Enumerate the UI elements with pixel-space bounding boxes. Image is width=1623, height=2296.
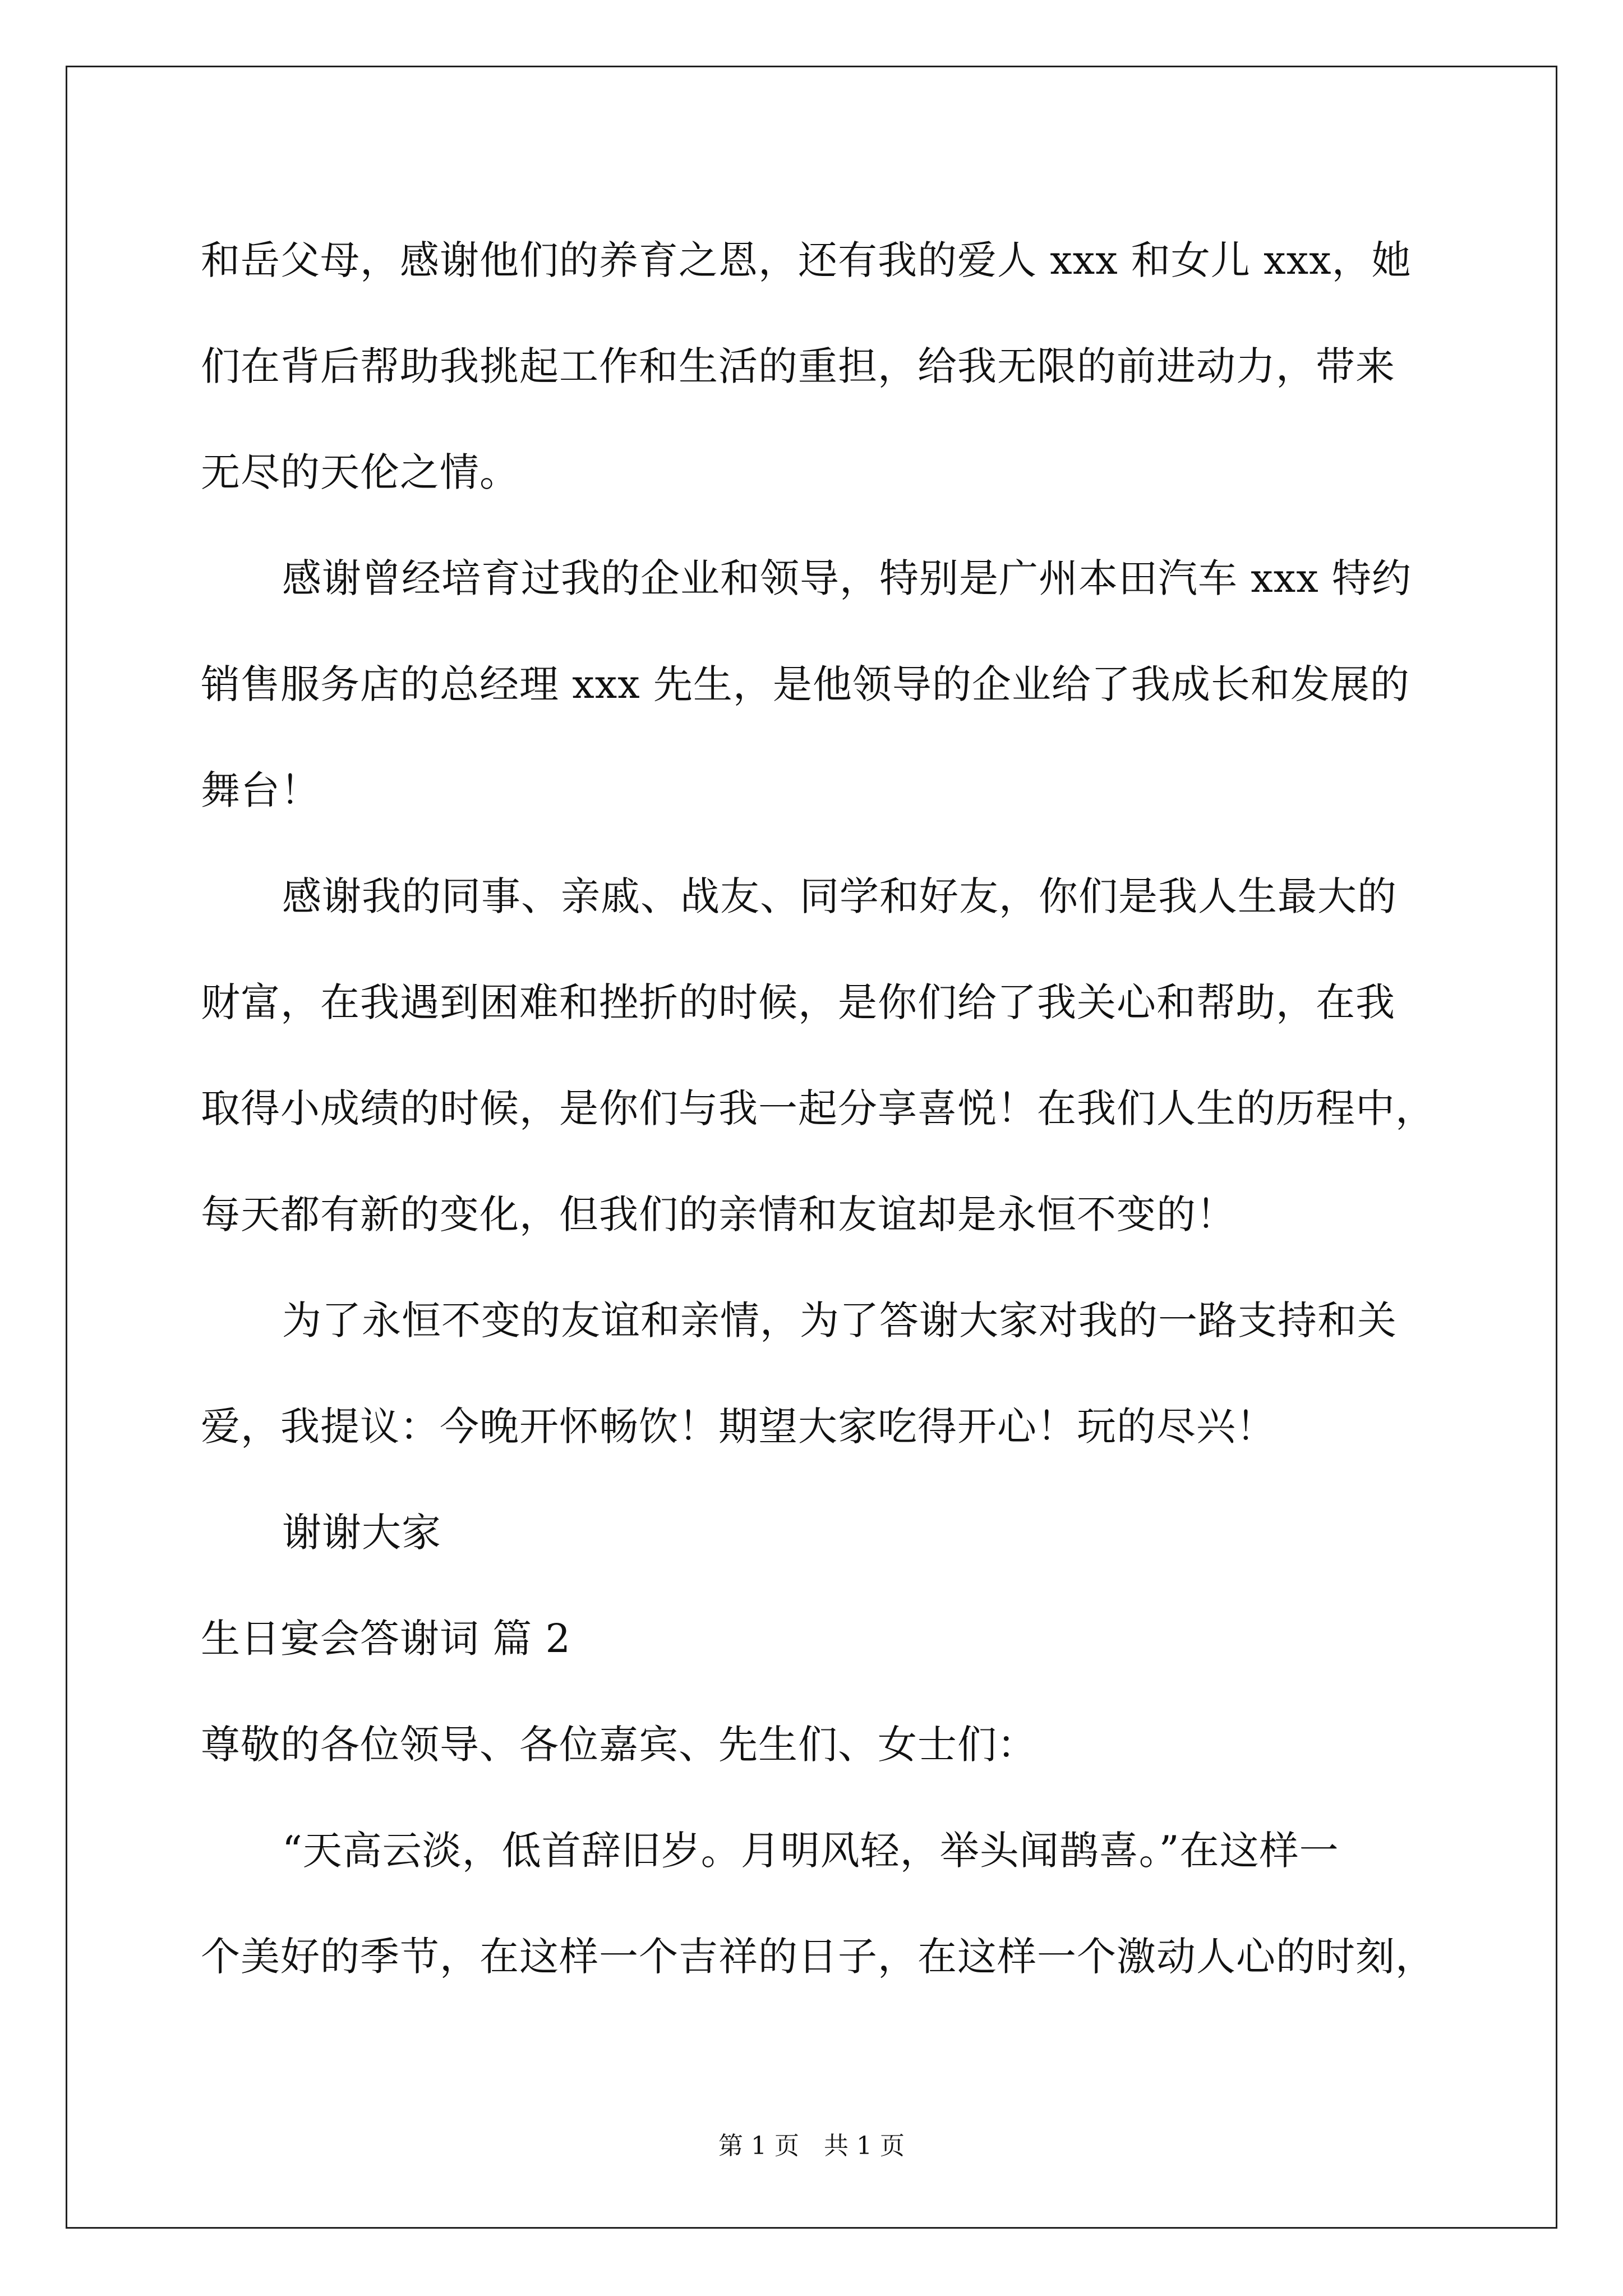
page-total: 共 1 页	[824, 2132, 905, 2160]
text-line: 销售服务店的总经理 xxx 先生，是他领导的企业给了我成长和发展的	[201, 661, 1410, 707]
text-line: 舞台！	[201, 767, 320, 813]
page-number: 第 1 页	[718, 2132, 799, 2160]
text-line: 和岳父母，感谢他们的养育之恩，还有我的爱人 xxx 和女儿 xxx，她	[201, 237, 1412, 283]
paragraph-start: 感谢我的同事、亲戚、战友、同学和好友，你们是我人生最大的	[282, 873, 1397, 919]
text-line: 财富，在我遇到困难和挫折的时候，是你们给了我关心和帮助，在我	[201, 979, 1395, 1025]
text-line: 爱，我提议：今晚开怀畅饮！期望大家吃得开心！玩的尽兴！	[201, 1404, 1276, 1450]
text-line: 无尽的天伦之情。	[201, 449, 519, 495]
paragraph-start: 感谢曾经培育过我的企业和领导，特别是广州本田汽车 xxx 特约	[282, 555, 1412, 601]
text-line: 们在背后帮助我挑起工作和生活的重担，给我无限的前进动力，带来	[201, 343, 1395, 389]
closing-thanks: 谢谢大家	[282, 1510, 441, 1556]
page-footer	[0, 2129, 1623, 2163]
paragraph-start: 为了永恒不变的友谊和亲情，为了答谢大家对我的一路支持和关	[282, 1297, 1397, 1343]
salutation: 尊敬的各位领导、各位嘉宾、先生们、女士们：	[201, 1722, 1037, 1768]
text-line: 每天都有新的变化，但我们的亲情和友谊却是永恒不变的！	[201, 1191, 1236, 1237]
text-line: 个美好的季节，在这样一个吉祥的日子，在这样一个激动人心的时刻，	[201, 1934, 1435, 1980]
text-line: 取得小成绩的时候，是你们与我一起分享喜悦！在我们人生的历程中，	[201, 1085, 1435, 1131]
document-body	[201, 208, 1435, 2010]
paragraph-start: “天高云淡，低首辞旧岁。月明风轻，举头闻鹊喜。”在这样一	[282, 1828, 1339, 1874]
section-heading: 生日宴会答谢词 篇 2	[201, 1616, 571, 1662]
